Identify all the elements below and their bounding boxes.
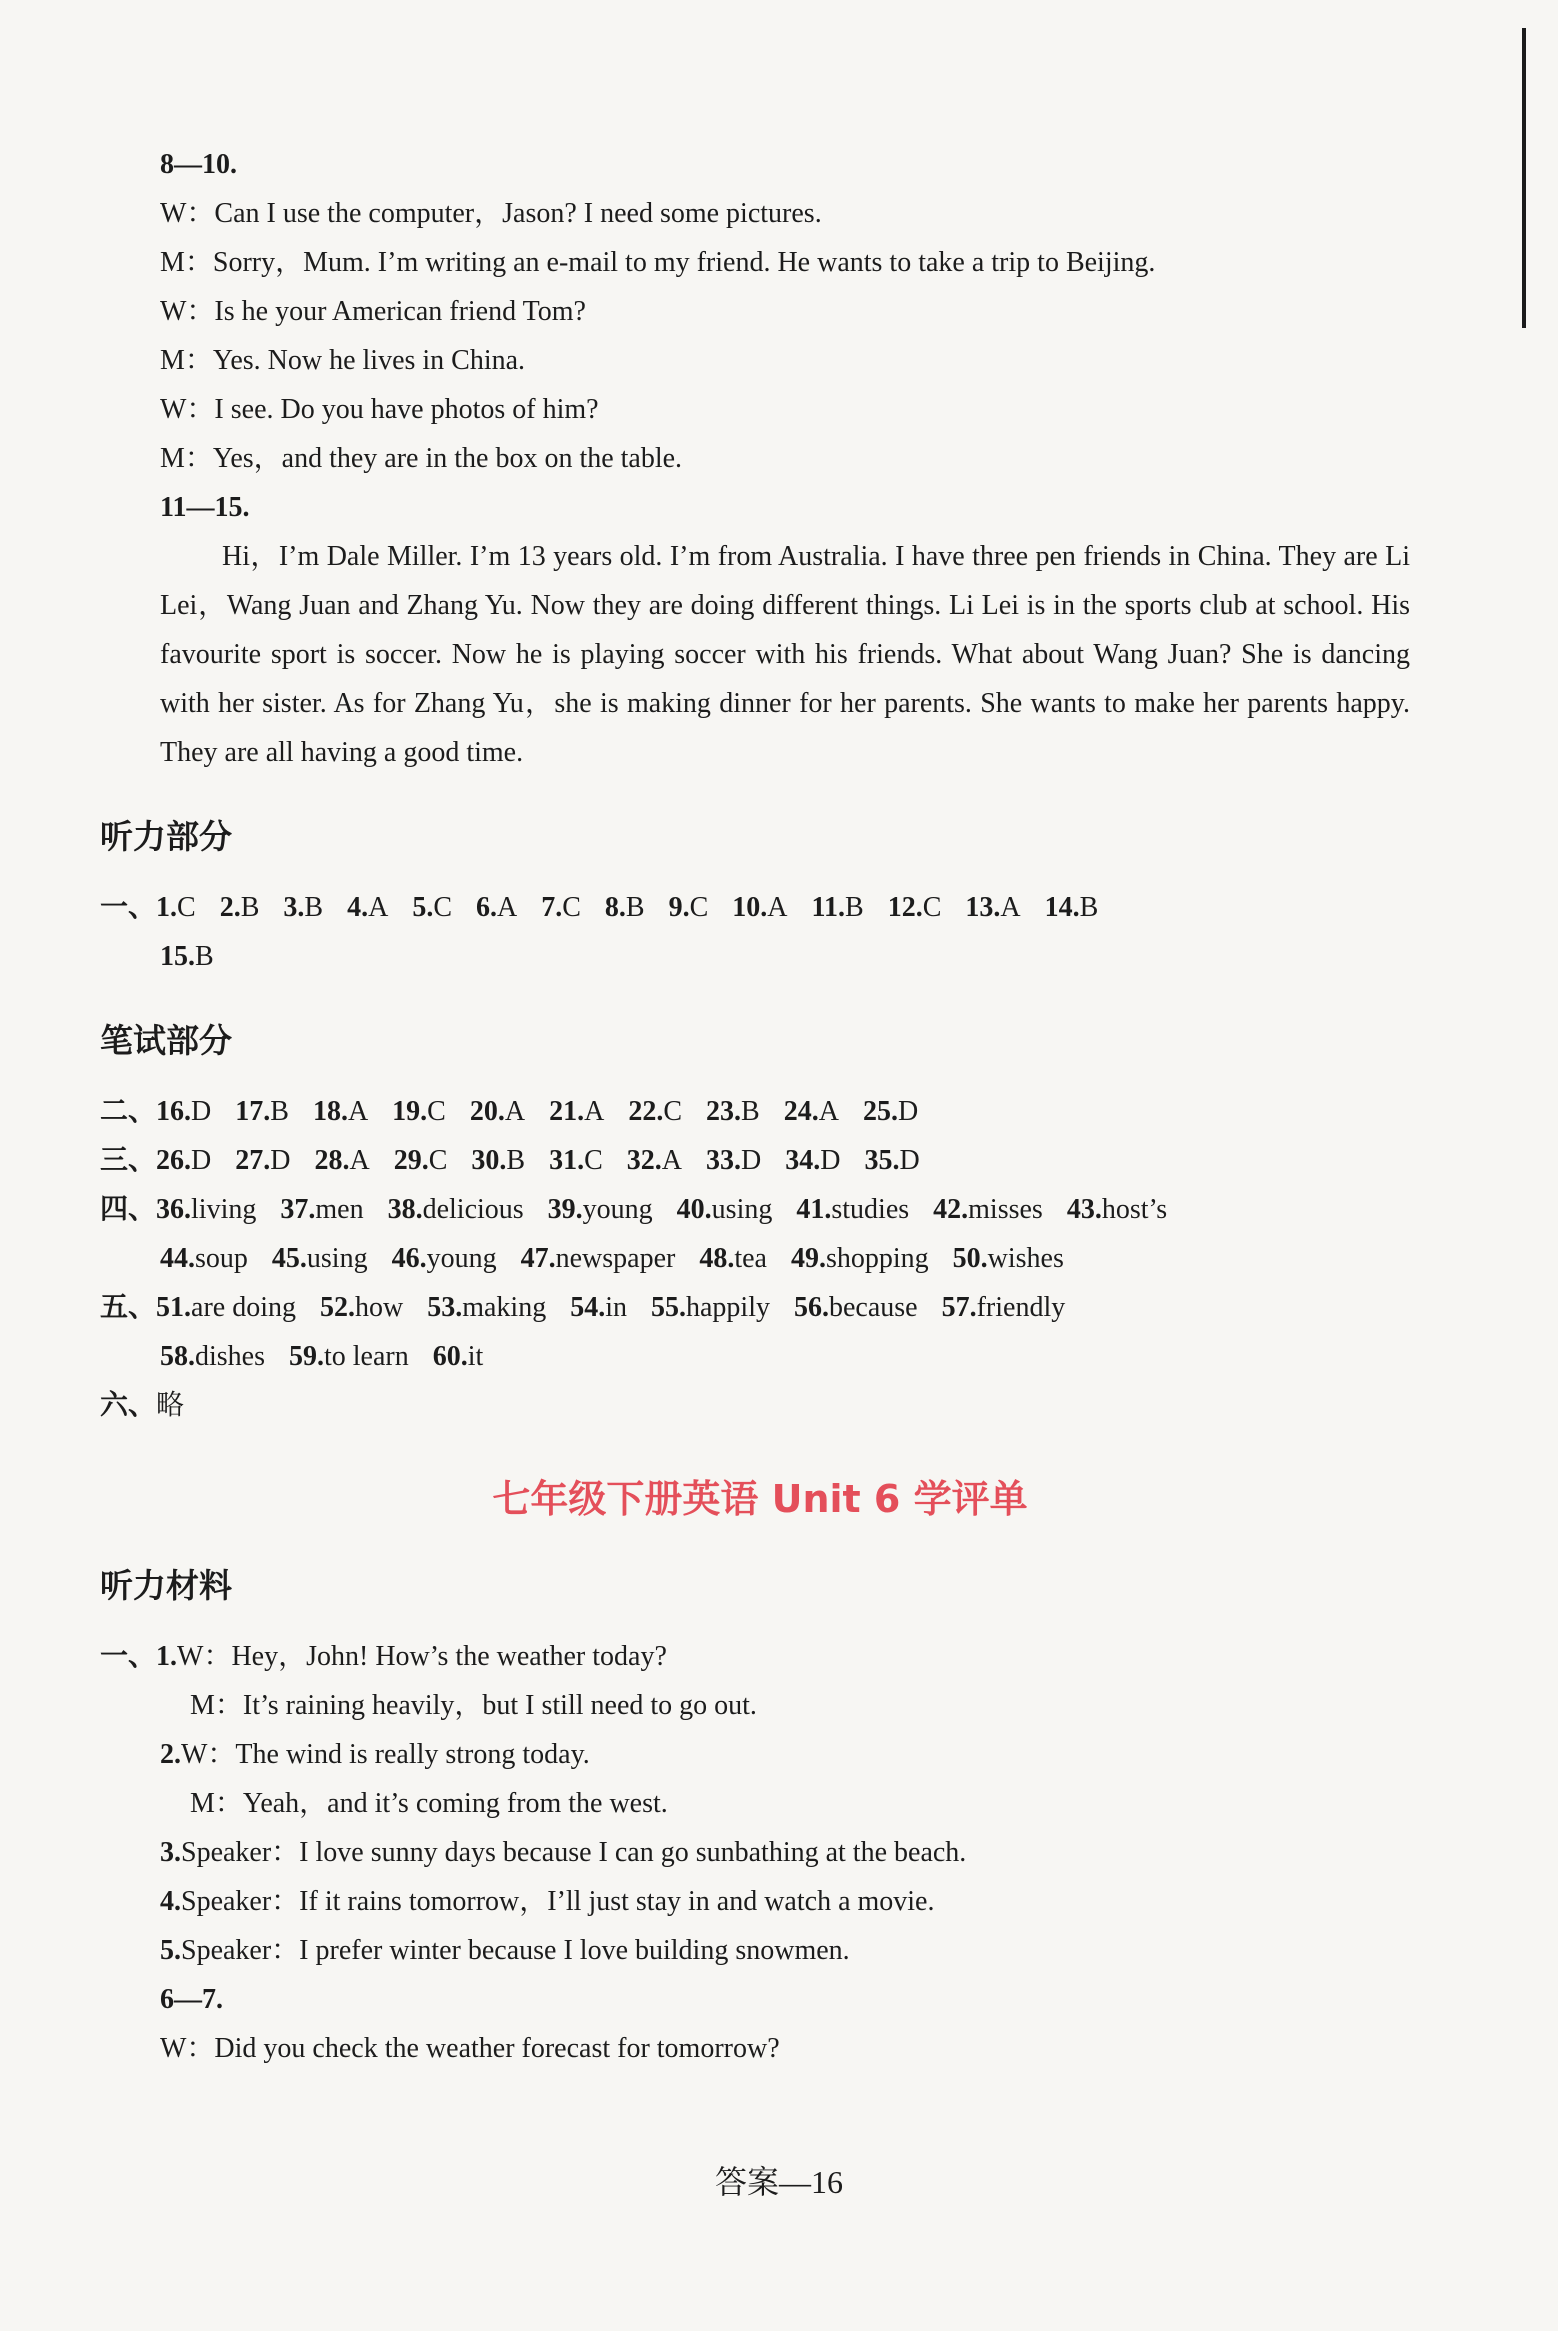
material-line [100,1730,1420,1779]
part-label: 二、 [100,1096,157,1127]
answer-number: 48. [699,1243,735,1274]
answer-number: 54. [570,1292,606,1323]
answer-item [570,1292,627,1323]
answer-item [942,1292,1066,1323]
answer-number: 59. [289,1341,324,1372]
answer-value: C [663,1096,683,1127]
answer-number: 30. [471,1145,507,1176]
item-text: Speaker：I prefer winter because I love building snowmen. [181,1935,850,1966]
answer-value: soup [195,1243,248,1274]
passage-body [100,532,1410,777]
material-line [100,1926,1420,1975]
item-number: 5. [160,1935,181,1966]
answer-value: living [191,1194,257,1225]
answer-item [791,1243,929,1274]
material-line [100,1877,1420,1926]
answer-item [289,1341,409,1372]
part-label: 六、 [100,1390,157,1421]
listening-material-heading: 听力材料 [100,1566,232,1605]
answer-value: making [462,1292,547,1323]
answer-number: 42. [933,1194,969,1225]
answer-value: using [306,1243,368,1274]
answer-item [706,1145,761,1176]
answer-number: 18. [312,1096,348,1127]
answer-number: 60. [432,1341,468,1372]
answer-item [933,1194,1043,1225]
answer-value: A [497,892,518,923]
written-answers [100,1087,1420,1430]
item-text: W：Hey，John! How’s the weather today? [177,1641,667,1672]
answer-value: B [625,892,645,923]
answer-value: friendly [976,1292,1066,1323]
answer-value: B [1079,892,1099,923]
answer-number: 16. [156,1096,192,1127]
answer-value: D [899,1145,920,1176]
passage-text: Hi，I’m Dale Miller. I’m 13 years old. I’m from Australia. I have three pen friends in China. They are Li Lei，Wang Juan and Zhang Yu. Now they are doing different things. Li Lei is in the sports club at school. His favourite sport is soccer. Now he is playing soccer with his friends. What about Wang Juan? She is dancing with her sister. As for Zhang Yu，she is making dinner for her parents. She wants to make her parents happy. They are all having a good time. [160,541,1410,768]
answer-number: 6. [476,892,497,923]
answer-value: A [767,892,788,923]
answer-item [156,1145,211,1176]
answer-item [427,1292,546,1323]
answer-item [784,1096,839,1127]
answer-number: 29. [393,1145,429,1176]
answer-value: A [368,892,389,923]
answer-number: 1. [156,892,178,923]
answer-item [272,1243,368,1274]
answer-number: 50. [952,1243,988,1274]
answer-item [541,892,581,923]
answer-item [283,892,323,923]
answer-item [476,892,517,923]
answer-row [100,1234,1420,1283]
answer-number: 15. [160,941,195,972]
answer-item [965,892,1020,923]
answer-item [548,1194,653,1225]
answer-number: 9. [668,892,690,923]
answer-value: how [354,1292,404,1323]
dialog-8-10 [100,140,1420,483]
answer-value: A [347,1096,369,1127]
material-line [100,1681,1420,1730]
listening-material [100,1632,1420,1975]
answer-item [785,1145,840,1176]
answer-number: 25. [862,1096,898,1127]
answer-row [100,1136,1420,1185]
answer-value: D [191,1096,212,1127]
answer-item [471,1145,525,1176]
item-number: 4. [160,1886,181,1917]
answer-number: 32. [626,1145,662,1176]
answer-row [100,1283,1420,1332]
answer-items [156,892,1122,923]
answer-item [628,1096,682,1127]
answer-number: 14. [1044,892,1080,923]
answer-item [156,1194,256,1225]
answer-number: 52. [319,1292,355,1323]
sub-heading: 6—7. [160,1984,223,2015]
answer-number: 19. [392,1096,428,1127]
answer-item [314,1145,369,1176]
answer-number: 23. [706,1096,742,1127]
answer-number: 26. [156,1145,192,1176]
item-text: Speaker：I love sunny days because I can go sunbathing at the beach. [181,1837,967,1868]
answer-number: 8. [604,892,626,923]
answer-number: 27. [235,1145,271,1176]
answer-value: young [426,1243,497,1274]
answer-item [160,1341,265,1372]
answer-number: 33. [706,1145,742,1176]
item-text: M：It’s raining heavily，but I still need to go out. [190,1690,757,1721]
answer-value: C [177,892,196,923]
part-label: 三、 [100,1145,157,1176]
answer-row [100,1185,1420,1234]
answer-value: D [820,1145,841,1176]
answer-number: 41. [796,1194,832,1225]
answer-value: C [433,892,452,923]
answer-item [699,1243,767,1274]
dialog-line: W：Is he your American friend Tom? [160,296,586,327]
answer-value: to learn [324,1341,409,1372]
page-footer [0,2160,1558,2204]
answer-item [160,941,214,972]
answer-number: 56. [794,1292,829,1323]
answer-value: B [240,892,260,923]
answer-value: dishes [195,1341,265,1372]
answer-item [156,892,196,923]
answer-item [220,892,260,923]
answer-value: using [711,1194,773,1225]
answer-number: 39. [547,1194,583,1225]
answer-number: 35. [864,1145,900,1176]
answer-number: 10. [732,892,768,923]
answer-item [412,892,452,923]
answer-number: 58. [160,1341,195,1372]
item-text: Speaker：If it rains tomorrow，I’ll just stay in and watch a movie. [181,1886,935,1917]
part-label: 五、 [100,1292,157,1323]
answer-item [347,892,388,923]
answer-item [669,892,709,923]
answer-value: B [845,892,864,923]
item-number: 3. [160,1837,181,1868]
answer-value: C [689,892,709,923]
answer-item [280,1194,363,1225]
answer-number: 45. [271,1243,307,1274]
answer-item [796,1194,909,1225]
answer-item [1067,1194,1167,1225]
answer-item [470,1096,525,1127]
part-label: 一、 [100,1641,157,1672]
answer-number: 37. [280,1194,316,1225]
answer-value: shopping [825,1243,929,1274]
answer-number: 13. [965,892,1001,923]
answer-value: C [584,1145,603,1176]
answer-item [521,1243,676,1274]
answer-value: C [427,1096,446,1127]
answer-number: 2. [219,892,241,923]
passage-heading: 11—15. [160,492,250,523]
answer-item [888,892,942,923]
answer-number: 57. [941,1292,977,1323]
answer-number: 38. [387,1194,423,1225]
answer-value: tea [734,1243,767,1274]
answer-value: B [270,1096,289,1127]
answer-item [156,1096,211,1127]
answer-number: 12. [887,892,923,923]
answer-item [394,1145,448,1176]
answer-number: 55. [651,1292,686,1323]
answer-number: 28. [314,1145,350,1176]
answer-item [160,1243,248,1274]
answer-item [235,1145,290,1176]
answer-item [863,1096,918,1127]
answer-number: 43. [1066,1194,1102,1225]
answer-number: 31. [549,1145,585,1176]
answer-row [100,883,1420,932]
answer-number: 5. [412,892,434,923]
answer-number: 20. [469,1096,505,1127]
answer-item [651,1292,770,1323]
dialog-line: M：Yes. Now he lives in China. [160,345,526,376]
answer-item [605,892,645,923]
answer-item [156,1292,296,1323]
answer-value: B [741,1096,760,1127]
answer-number: 11. [811,892,845,923]
answer-value: B [195,941,214,972]
answer-item [235,1096,289,1127]
dialog-line: W：Can I use the computer，Jason? I need some pictures. [160,198,822,229]
answer-number: 3. [283,892,305,923]
item-number: 2. [160,1739,181,1770]
listening-answers [100,883,1420,981]
answer-value: it [467,1341,484,1372]
footer-page-number: —16 [779,2164,843,2200]
dialog-line: W：Did you check the weather forecast for tomorrow? [160,2033,780,2064]
answer-value: host’s [1101,1194,1168,1225]
answer-value: D [741,1145,762,1176]
answer-item [953,1243,1064,1274]
written-heading: 笔试部分 [100,1021,232,1060]
answer-value: delicious [422,1194,524,1225]
footer-prefix: 答案 [714,2164,779,2200]
answer-value: misses [968,1194,1043,1225]
item-text: W：The wind is really strong today. [181,1739,590,1770]
answer-value: A [1000,892,1021,923]
answer-value: D [191,1145,212,1176]
answer-item [1045,892,1099,923]
answer-value: newspaper [555,1243,676,1274]
answer-value: A [584,1096,605,1127]
answer-value: because [829,1292,918,1323]
answer-number: 44. [160,1243,195,1274]
dialog-heading: 8—10. [160,149,237,180]
answer-item [864,1145,919,1176]
answer-item [549,1145,603,1176]
answer-number: 46. [391,1243,427,1274]
answer-item [794,1292,918,1323]
answer-number: 47. [520,1243,556,1274]
material-line [100,1828,1420,1877]
answer-number: 36. [156,1194,192,1225]
answer-number: 53. [427,1292,463,1323]
answer-item [388,1194,524,1225]
dialog-line: W：I see. Do you have photos of him? [160,394,599,425]
material-line [100,1779,1420,1828]
answer-value: A [818,1096,839,1127]
answer-item [549,1096,604,1127]
answer-number: 17. [235,1096,271,1127]
answer-row [100,1381,1420,1430]
answer-item [812,892,864,923]
answer-value: C [428,1145,448,1176]
answer-item [677,1194,773,1225]
answer-value: are doing [191,1292,296,1323]
answer-value: happily [686,1292,770,1323]
answer-row [100,1332,1420,1381]
answer-number: 49. [790,1243,826,1274]
answer-value: D [270,1145,291,1176]
answer-item [320,1292,403,1323]
item-text: M：Yeah，and it’s coming from the west. [190,1788,668,1819]
answer-value: studies [831,1194,910,1225]
answer-value: men [315,1194,364,1225]
answer-item [156,1390,184,1421]
passage-11-15 [100,483,1420,777]
answer-item [627,1145,682,1176]
unit-title: 七年级下册英语 Unit 6 学评单 [492,1477,1028,1521]
answer-row [100,1087,1420,1136]
answer-row [100,932,1420,981]
answer-number: 24. [783,1096,819,1127]
answer-value: A [504,1096,526,1127]
answer-value: B [506,1145,526,1176]
listening-heading: 听力部分 [100,817,232,856]
answer-number: 21. [549,1096,585,1127]
answer-value: C [922,892,942,923]
answer-value: D [897,1096,919,1127]
item-number: 1. [156,1641,178,1672]
answer-items [160,941,238,972]
answer-value: A [661,1145,683,1176]
answer-item [392,1096,446,1127]
answer-item [433,1341,484,1372]
answer-value: in [605,1292,627,1323]
answer-number: 51. [156,1292,192,1323]
answer-value: B [304,892,324,923]
dialog-line: M：Yes，and they are in the box on the table. [160,443,683,474]
part-label: 一、 [100,892,157,923]
answer-number: 4. [347,892,369,923]
answer-number: 34. [785,1145,821,1176]
answer-item [392,1243,497,1274]
answer-item [313,1096,368,1127]
answer-value: A [349,1145,370,1176]
answer-number: 7. [541,892,563,923]
dialog-line: M：Sorry，Mum. I’m writing an e-mail to my friend. He wants to take a trip to Beijing. [160,247,1156,278]
answer-value: young [582,1194,653,1225]
page-edge-line [1522,28,1526,328]
answer-value: 略 [156,1390,185,1421]
answer-page [100,140,1420,2073]
answer-item [732,892,787,923]
answer-number: 22. [628,1096,664,1127]
part-label: 四、 [100,1194,157,1225]
answer-value: wishes [987,1243,1064,1274]
answer-item [706,1096,760,1127]
answer-number: 40. [676,1194,712,1225]
answer-value: C [562,892,581,923]
material-line [100,1632,1420,1681]
